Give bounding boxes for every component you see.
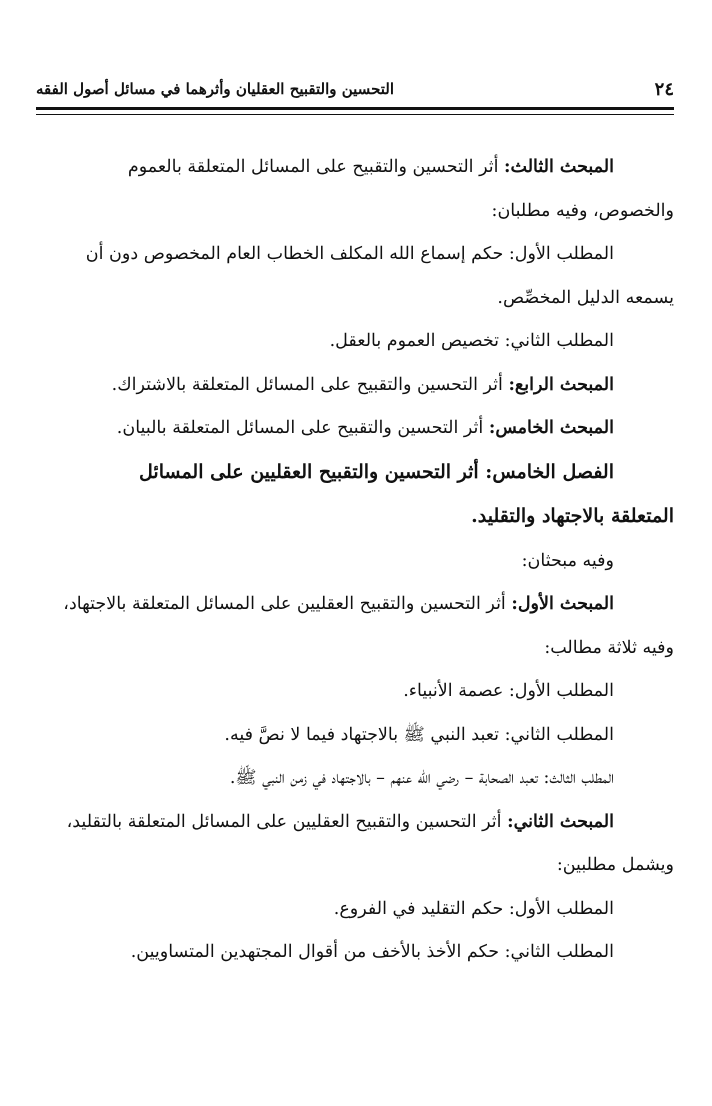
- line-10: وفيه مبحثان:: [521, 550, 614, 571]
- line-17: ويشمل مطلبين:: [556, 855, 674, 875]
- line-18: المطلب الأول: حكم التقليد في الفروع.: [333, 898, 614, 919]
- table-of-contents-text: [36, 146, 674, 975]
- line-11: [36, 583, 614, 627]
- line-5: المطلب الثاني: تخصيص العموم بالعقل.: [329, 331, 614, 351]
- line-6: [36, 364, 614, 408]
- heading-mabhath-3: المبحث الثالث:: [504, 157, 614, 177]
- line-4: يسمعه الدليل المخصِّص.: [497, 287, 674, 308]
- heading-mabhath-1: المبحث الأول:: [511, 594, 614, 614]
- line-3: المطلب الأول: حكم إسماع الله المكلف الخطاب العام المخصوص دون أن: [85, 244, 614, 264]
- line-19: المطلب الثاني: حكم الأخذ بالأخف من أقوال المجتهدين المتساويين.: [130, 942, 614, 962]
- heading-mabhath-5: المبحث الخامس:: [488, 418, 614, 438]
- page-header: [36, 76, 674, 102]
- line-11-text: أثر التحسين والتقبيح العقليين على المسائل المتعلقة بالاجتهاد،: [63, 594, 512, 614]
- line-14: المطلب الثاني: تعبد النبي ﷺ بالاجتهاد فيما لا نصَّ فيه.: [224, 724, 614, 745]
- line-7-text: أثر التحسين والتقبيح على المسائل المتعلقة بالبيان.: [116, 418, 489, 438]
- line-15: المطلب الثالث: تعبد الصحابة – رضي الله عنهم – بالاجتهاد في زمن النبي ﷺ.: [229, 768, 614, 788]
- page-number: ٢٤: [654, 78, 674, 100]
- line-7: [36, 407, 614, 451]
- line-2: والخصوص، وفيه مطلبان:: [491, 200, 674, 221]
- running-title: التحسين والتقبيح العقليان وأثرهما في مسائل أصول الفقه: [36, 80, 395, 98]
- line-16-text: أثر التحسين والتقبيح العقليين على المسائل المتعلقة بالتقليد،: [66, 811, 508, 832]
- line-1-text: أثر التحسين والتقبيح على المسائل المتعلقة بالعموم: [127, 157, 505, 177]
- line-1: [36, 146, 614, 190]
- line-16: [36, 801, 614, 845]
- heading-mabhath-2: المبحث الثاني:: [507, 811, 614, 832]
- chapter-heading-5: الفصل الخامس: أثر التحسين والتقبيح العقليين على المسائل: [139, 460, 614, 483]
- heading-mabhath-4: المبحث الرابع:: [508, 374, 614, 395]
- header-rule-thin: [36, 114, 674, 115]
- line-12: وفيه ثلاثة مطالب:: [544, 637, 674, 658]
- line-9: [36, 495, 674, 540]
- header-rule-thick: [36, 107, 674, 110]
- line-6-text: أثر التحسين والتقبيح على المسائل المتعلقة بالاشتراك.: [111, 374, 509, 395]
- chapter-heading-5-cont: المتعلقة بالاجتهاد والتقليد.: [471, 505, 674, 527]
- line-13: المطلب الأول: عصمة الأنبياء.: [403, 681, 614, 701]
- line-8: [36, 451, 614, 496]
